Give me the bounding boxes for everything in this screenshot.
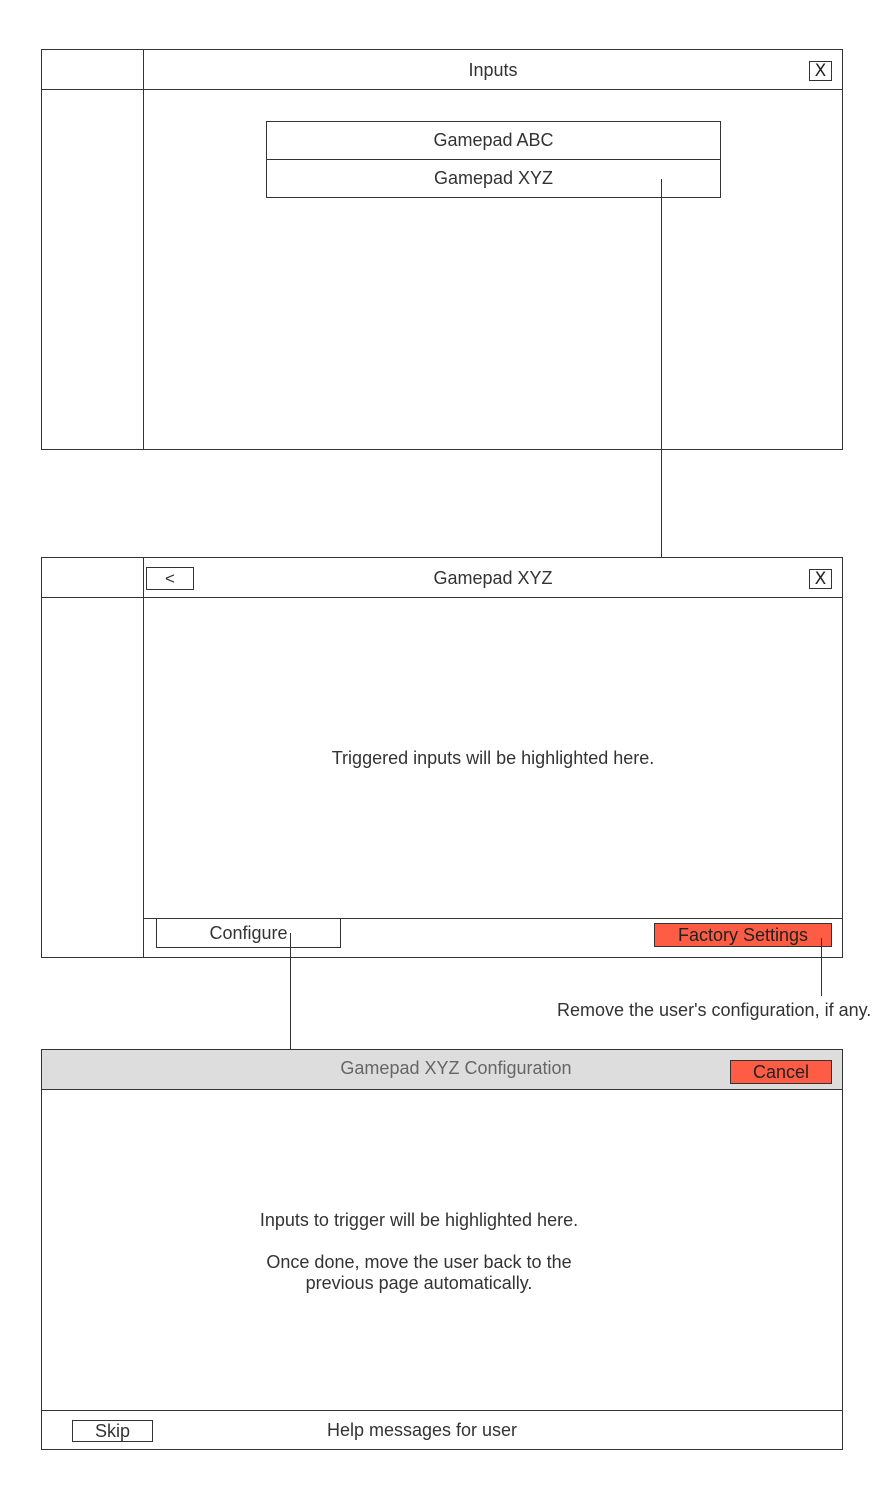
config-header-divider [41,1089,843,1090]
config-message-primary: Inputs to trigger will be highlighted here. [259,1210,579,1230]
cancel-button[interactable]: Cancel [730,1060,832,1084]
config-message-secondary-line2: previous page automatically. [305,1273,533,1293]
gamepad-title: Gamepad XYZ [433,568,553,588]
inputs-header-divider [41,89,843,90]
device-item-gamepad-xyz[interactable]: Gamepad XYZ [266,159,721,198]
config-message-secondary-line1: Once done, move the user back to the [266,1252,572,1272]
factory-settings-button[interactable]: Factory Settings [654,923,832,947]
inputs-close-button[interactable]: X [809,61,832,81]
config-footer-divider [41,1410,843,1411]
gamepad-header-divider [41,597,843,598]
connector-line-factory-note [821,938,822,996]
config-title: Gamepad XYZ Configuration [340,1058,572,1078]
config-screen [41,1049,843,1450]
help-message: Help messages for user [326,1420,518,1440]
connector-line-device-to-gamepad [661,179,662,558]
inputs-screen [41,49,843,450]
gamepad-close-button[interactable]: X [809,569,832,589]
factory-settings-note: Remove the user's configuration, if any. [557,1000,872,1020]
device-item-gamepad-abc[interactable]: Gamepad ABC [266,121,721,160]
inputs-title: Inputs [468,60,518,80]
skip-button[interactable]: Skip [72,1420,153,1442]
configure-button[interactable]: Configure [156,918,341,948]
gamepad-input-message: Triggered inputs will be highlighted here. [331,748,655,768]
back-button[interactable]: < [146,567,194,590]
inputs-sidebar-divider [143,49,144,450]
